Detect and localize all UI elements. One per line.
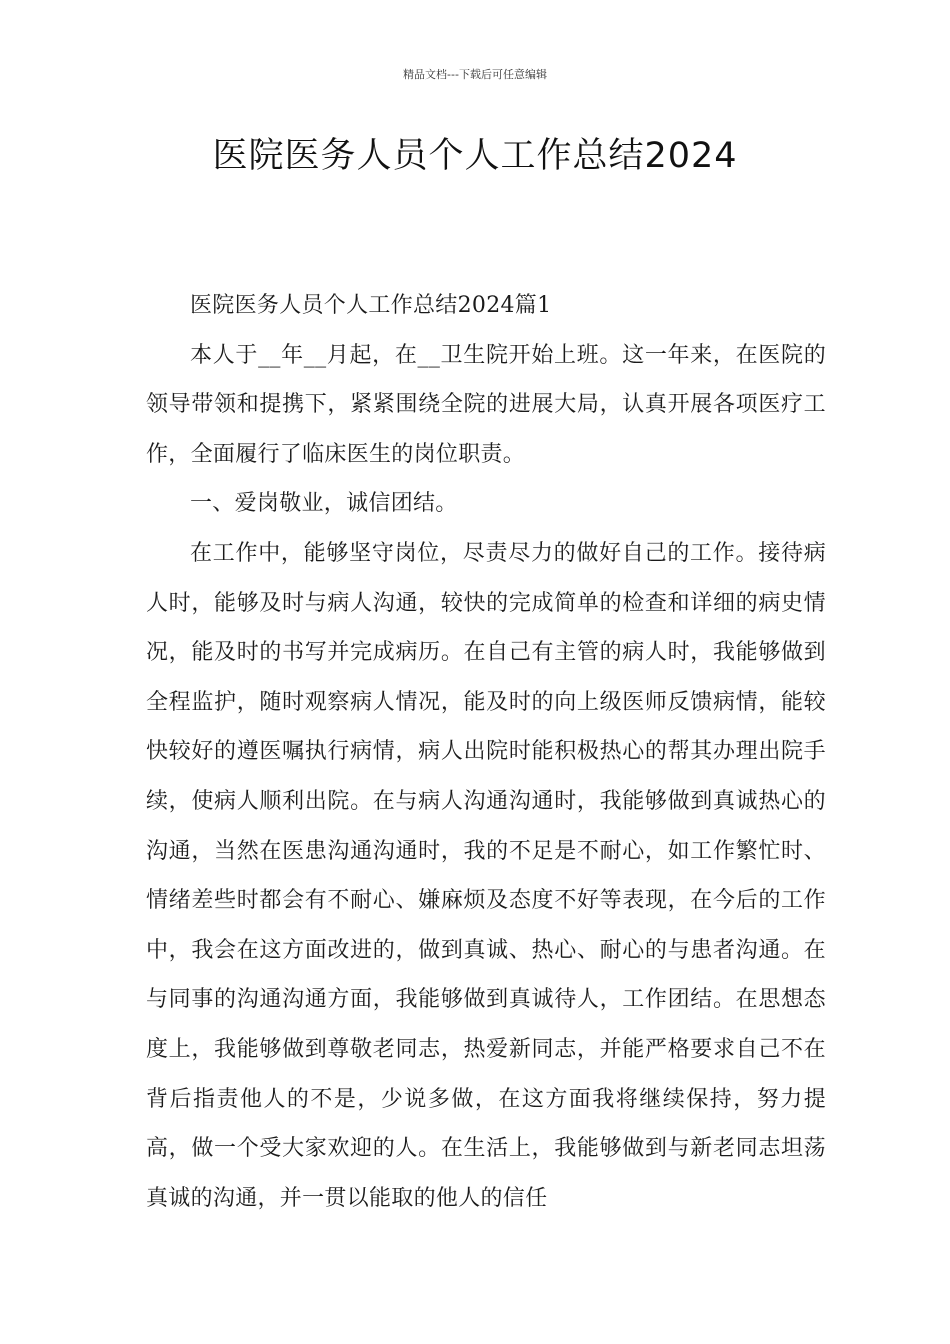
document-body xyxy=(146,281,826,1223)
document-title: 医院医务人员个人工作总结2024 xyxy=(212,136,738,176)
paragraph-intro: 本人于__年__月起，在__卫生院开始上班。这一年来，在医院的领导带领和提携下，紧紧围绕全院的进展大局，认真开展各项医疗工作，全面履行了临床医生的岗位职责。 xyxy=(146,342,826,467)
section-heading: 医院医务人员个人工作总结2024篇1 xyxy=(190,293,552,318)
page-header-note: 精品文档---下载后可任意编辑 xyxy=(403,68,547,81)
subsection-heading: 一、爱岗敬业，诚信团结。 xyxy=(190,491,458,517)
paragraph-work: 在工作中，能够坚守岗位，尽责尽力的做好自己的工作。接待病人时，能够及时与病人沟通，较快的完成简单的检查和详细的病史情况，能及时的书写并完成病历。在自己有主管的病人时，我能够做到全程监护，随时观察病人情况，能及时的向上级医师反馈病情，能较快较好的遵医嘱执行病情，病人出院时能积极热心的帮其办理出院手续，使病人顺利出院。在与病人沟通沟通时，我能够做到真诚热心的沟通，当然在医患沟通沟通时，我的不足是不耐心，如工作繁忙时、情绪差些时都会有不耐心、嫌麻烦及态度不好等表现，在今后的工作中，我会在这方面改进的，做到真诚、热心、耐心的与患者沟通。在与同事的沟通沟通方面，我能够做到真诚待人，工作团结。在思想态度上，我能够做到尊敬老同志，热爱新同志，并能严格要求自己不在背后指责他人的不是，少说多做，在这方面我将继续保持，努力提高，做一个受大家欢迎的人。在生活上，我能够做到与新老同志坦荡真诚的沟通，并一贯以能取的他人的信任 xyxy=(146,540,826,1211)
